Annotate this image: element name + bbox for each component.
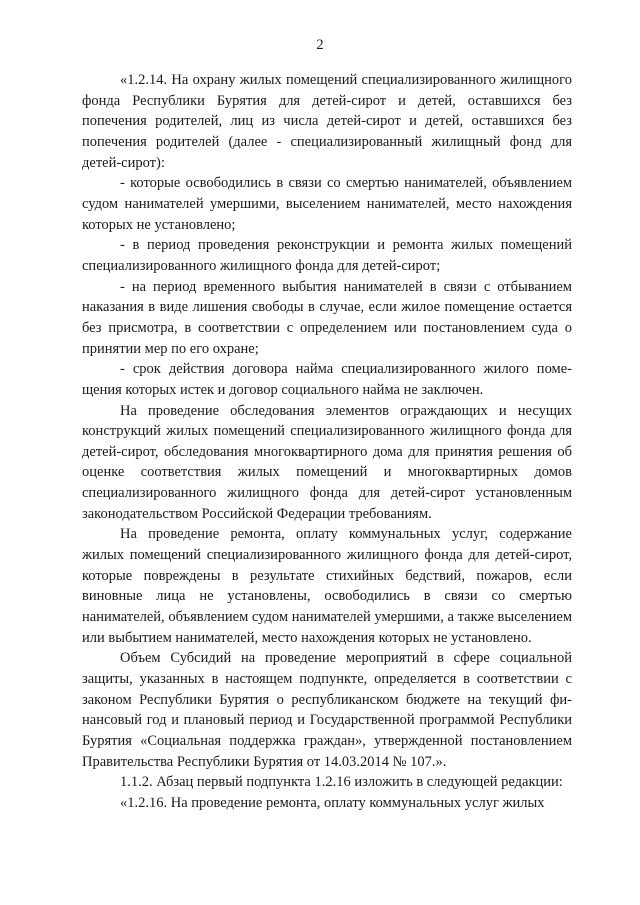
paragraph-1-2-16-start: «1.2.16. На проведение ремонта, оплату коммунальных услуг жилых [120, 794, 545, 811]
paragraph-inspection: На проведение обследования элементов ограждающих и несущих конструкций жилых помещений специализированного жилищного фонда для детей-сирот, обследования многоквартирного дома для принятия решения об оценке соответствия жилых помещений и многоквартирных домов специализированного жилищного фонда для детей-сирот установленным законодательством Российской Федерации требованиям. [82, 402, 572, 522]
page-number: 2 [316, 37, 324, 53]
document-body [82, 70, 572, 814]
list-item-vacated-by-death: - которые освободились в связи со смертью нанимателей, объявлением судом нанимателей умершими, выселением нанимателей, место нахождения которых не установлено; [82, 175, 572, 233]
paragraph-amendment-1-1-2: 1.1.2. Абзац первый подпункта 1.2.16 изложить в следующей редакции: [120, 774, 563, 791]
list-item-contract-expired: - срок действия договора найма специализированного жилого помещения которых истек и договор социального найма не заключен. [82, 361, 572, 398]
list-item-temporary-absence: - на период временного выбытия нанимателей в связи с отбыванием наказания в виде лишения свободы в случае, если жилое помещение остается без присмотра, в соответствии с определением или постановлением суда о принятии мер по его охране; [82, 278, 572, 357]
list-item-reconstruction-period: - в период проведения реконструкции и ремонта жилых помещений специализированного жилищного фонда для детей-сирот; [82, 237, 572, 274]
paragraph-1-2-14-intro: «1.2.14. На охрану жилых помещений специализированного жилищного фонда Республики Бурятия для детей-сирот и детей, оставшихся без попечения родителей, лиц из числа детей-сирот и детей, оставшихся без попечения родителей (далее - специализированный жилищный фонд для детей-сирот): [82, 72, 572, 171]
paragraph-subsidy-volume: Объем Субсидий на проведение мероприятий в сфере социальной защиты, указанных в настоящем подпункте, определяется в соответствии с законом Республики Бурятия о республиканском бюджете на текущий финансовый год и плановый период и Государственной программой Республики Бурятия «Социальная поддержка граждан», утвержденной постановлением Правительства Республики Бурятия от 14.03.2014 № 107.». [82, 650, 572, 770]
paragraph-repair-utilities: На проведение ремонта, оплату коммунальных услуг, содержание жилых помещений специализированного жилищного фонда для детей-сирот, которые повреждены в результате стихийных бедствий, пожаров, если виновные лица не установлены, освободились в связи со смертью нанимателей, объявлением судом нанимателей умершими, а также выселением или выбытием нанимателей, место нахождения которых не установлено. [82, 526, 572, 646]
